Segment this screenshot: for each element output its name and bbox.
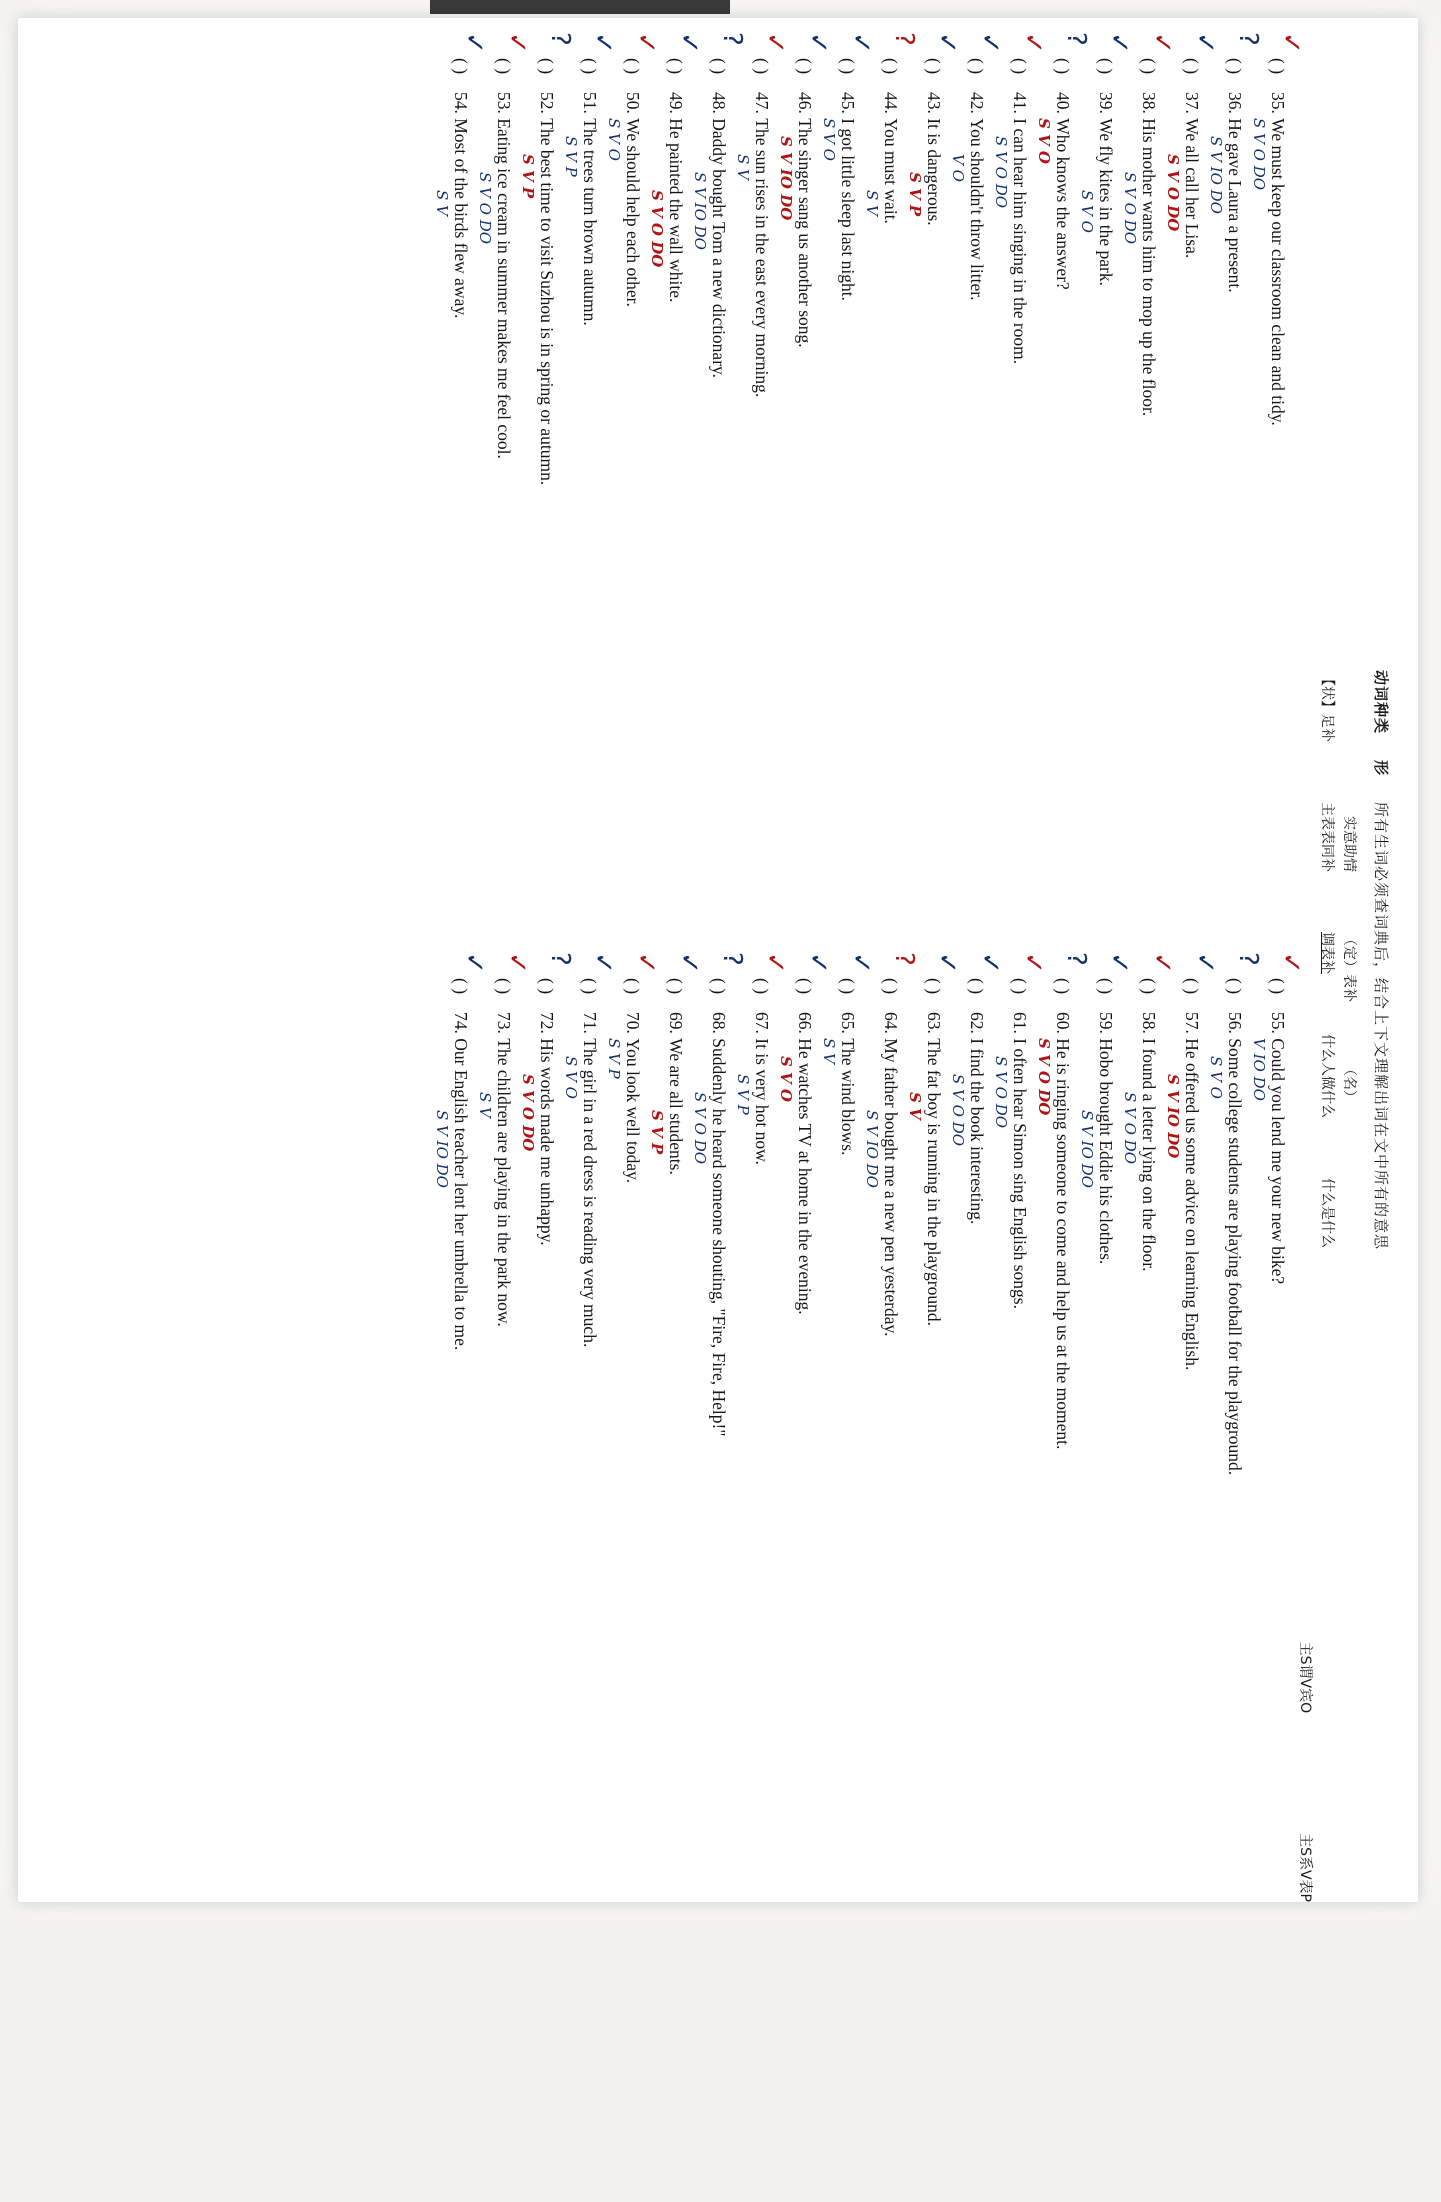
answer-parenthesis: ( ) <box>838 58 858 75</box>
handwritten-structure-label: S V O <box>605 118 623 161</box>
item-number: 65. <box>838 1012 858 1034</box>
item-sentence: You look well today. <box>623 1038 643 1184</box>
handwritten-structure-label: S V O DO <box>1250 118 1268 191</box>
teacher-check-mark: ✓ <box>674 952 704 974</box>
teacher-check-mark: ✓ <box>588 952 618 974</box>
handwritten-structure-label: S V O DO <box>949 1074 967 1147</box>
handwritten-structure-label: S V <box>863 190 881 216</box>
answer-parenthesis: ( ) <box>1139 58 1159 75</box>
answer-parenthesis: ( ) <box>1010 978 1030 995</box>
answer-parenthesis: ( ) <box>881 978 901 995</box>
item-number: 58. <box>1139 1012 1159 1034</box>
item-sentence: I got little sleep last night. <box>838 118 858 302</box>
item-number: 67. <box>752 1012 772 1034</box>
handwritten-structure-label: S V P <box>562 136 580 177</box>
teacher-check-mark: ✓ <box>631 32 661 54</box>
answer-parenthesis: ( ) <box>494 58 514 75</box>
handwritten-structure-label: S V <box>433 190 451 216</box>
teacher-check-mark: ? <box>717 32 747 46</box>
teacher-check-mark: ✓ <box>932 32 962 54</box>
handwritten-structure-label: S V O <box>1078 190 1096 233</box>
item-number: 55. <box>1268 1012 1288 1034</box>
item-number: 44. <box>881 92 901 114</box>
handwritten-structure-label: S V O DO <box>1121 172 1139 245</box>
item-number: 39. <box>1096 92 1116 114</box>
handwritten-structure-label: S V IO DO <box>777 136 795 221</box>
handwritten-structure-label: S V O DO <box>992 1056 1010 1129</box>
item-number: 51. <box>580 92 600 114</box>
exercise-column-left <box>426 32 1306 938</box>
item-number: 64. <box>881 1012 901 1034</box>
handwritten-structure-label: S V P <box>605 1038 623 1079</box>
handwritten-structure-label: S V O DO <box>992 136 1010 209</box>
item-sentence: My father bought me a new pen yesterday. <box>881 1038 901 1337</box>
item-number: 63. <box>924 1012 944 1034</box>
teacher-check-mark: ✓ <box>502 952 532 974</box>
item-number: 53. <box>494 92 514 114</box>
teacher-check-mark: ✓ <box>1104 32 1134 54</box>
item-sentence: The trees turn brown autumn. <box>580 118 600 326</box>
item-sentence: The children are playing in the park now. <box>494 1038 514 1327</box>
item-number: 37. <box>1182 92 1202 114</box>
item-sentence: The wind blows. <box>838 1038 858 1156</box>
item-sentence: We fly kites in the park. <box>1096 118 1116 286</box>
handwritten-structure-label: S V O <box>1035 118 1053 164</box>
item-number: 38. <box>1139 92 1159 114</box>
item-number: 35. <box>1268 92 1288 114</box>
answer-parenthesis: ( ) <box>1182 978 1202 995</box>
teacher-check-mark: ? <box>889 32 919 46</box>
exercise-item <box>985 32 1048 938</box>
answer-parenthesis: ( ) <box>537 58 557 75</box>
item-number: 48. <box>709 92 729 114</box>
item-number: 60. <box>1053 1012 1073 1034</box>
answer-parenthesis: ( ) <box>666 978 686 995</box>
worksheet-header-line-3 <box>1318 18 1338 1902</box>
handwritten-structure-label: S V O DO <box>476 172 494 245</box>
header-term-real-aux: 实意助情 <box>1341 816 1357 872</box>
item-number: 72. <box>537 1012 557 1034</box>
answer-parenthesis: ( ) <box>924 58 944 75</box>
answer-parenthesis: ( ) <box>924 978 944 995</box>
item-sentence: Hobo brought Eddie his clothes. <box>1096 1038 1116 1265</box>
item-number: 54. <box>451 92 471 114</box>
exercise-item <box>598 952 661 1858</box>
teacher-check-mark: ✓ <box>975 32 1005 54</box>
answer-parenthesis: ( ) <box>709 58 729 75</box>
handwritten-structure-label: S V O DO <box>1121 1092 1139 1165</box>
answer-parenthesis: ( ) <box>838 978 858 995</box>
handwritten-structure-label: S V O <box>820 118 838 161</box>
item-sentence: You shouldn't throw litter. <box>967 118 987 301</box>
teacher-check-mark: ✓ <box>1104 952 1134 974</box>
answer-parenthesis: ( ) <box>1053 58 1073 75</box>
item-sentence: I found a letter lying on the floor. <box>1139 1038 1159 1272</box>
handwritten-structure-label: S V <box>906 1092 924 1120</box>
item-number: 42. <box>967 92 987 114</box>
item-sentence: The fat boy is running in the playground. <box>924 1038 944 1326</box>
item-number: 57. <box>1182 1012 1202 1034</box>
item-sentence: Daddy bought Tom a new dictionary. <box>709 118 729 379</box>
handwritten-structure-label: S V IO DO <box>433 1110 451 1188</box>
item-sentence: The sun rises in the east every morning. <box>752 118 772 398</box>
answer-parenthesis: ( ) <box>967 58 987 75</box>
handwritten-structure-label: S V IO DO <box>1078 1110 1096 1188</box>
item-sentence: The best time to visit Suzhou is in spring or autumn. <box>537 118 557 486</box>
teacher-check-mark: ✓ <box>1276 952 1306 974</box>
answer-parenthesis: ( ) <box>709 978 729 995</box>
item-sentence: Eating ice cream in summer makes me feel cool. <box>494 118 514 459</box>
item-number: 74. <box>451 1012 471 1034</box>
answer-parenthesis: ( ) <box>537 978 557 995</box>
exercise-item <box>942 952 1005 1858</box>
item-number: 69. <box>666 1012 686 1034</box>
teacher-check-mark: ? <box>717 952 747 966</box>
header-term-verb-types: 动词种类 <box>1372 669 1390 734</box>
handwritten-structure-label: S V O <box>1207 1056 1225 1099</box>
exercise-item <box>512 952 575 1858</box>
item-number: 66. <box>795 1012 815 1034</box>
answer-parenthesis: ( ) <box>1182 58 1202 75</box>
handwritten-structure-label: S V IO DO <box>1207 136 1225 214</box>
item-number: 61. <box>1010 1012 1030 1034</box>
item-sentence: I find the book interesting. <box>967 1038 987 1225</box>
teacher-check-mark: ✓ <box>932 952 962 974</box>
answer-parenthesis: ( ) <box>1268 58 1288 75</box>
worksheet-header-line-2 <box>1340 18 1360 1902</box>
item-number: 68. <box>709 1012 729 1034</box>
answer-parenthesis: ( ) <box>1096 978 1116 995</box>
exercise-item <box>856 952 919 1858</box>
answer-parenthesis: ( ) <box>666 58 686 75</box>
teacher-check-mark: ✓ <box>459 952 489 974</box>
answer-parenthesis: ( ) <box>1225 58 1245 75</box>
exercise-item <box>512 32 575 938</box>
header-question-what-is-what: 什么是什么 <box>1319 1178 1335 1248</box>
handwritten-structure-label: V O <box>949 154 967 182</box>
teacher-check-mark: ✓ <box>1018 952 1048 974</box>
teacher-check-mark: ✓ <box>846 32 876 54</box>
item-number: 46. <box>795 92 815 114</box>
item-sentence: The girl in a red dress is reading very much. <box>580 1038 600 1348</box>
item-number: 43. <box>924 92 944 114</box>
teacher-check-mark: ✓ <box>1147 32 1177 54</box>
exercise-item <box>770 952 833 1858</box>
item-sentence: You must wait. <box>881 118 901 224</box>
answer-parenthesis: ( ) <box>1268 978 1288 995</box>
teacher-check-mark: ✓ <box>1190 952 1220 974</box>
handwritten-structure-label: S V IO DO <box>863 1110 881 1188</box>
answer-parenthesis: ( ) <box>623 978 643 995</box>
handwritten-structure-label: S V IO DO <box>691 172 709 250</box>
item-number: 59. <box>1096 1012 1116 1034</box>
answer-parenthesis: ( ) <box>580 978 600 995</box>
teacher-check-mark: ? <box>889 952 919 966</box>
item-sentence: We all call her Lisa. <box>1182 118 1202 259</box>
item-sentence: He watches TV at home in the evening. <box>795 1038 815 1315</box>
answer-parenthesis: ( ) <box>451 978 471 995</box>
handwritten-structure-label: V IO DO <box>1250 1038 1268 1101</box>
item-number: 50. <box>623 92 643 114</box>
handwritten-structure-label: S V O DO <box>648 190 666 268</box>
item-number: 41. <box>1010 92 1030 114</box>
item-sentence: His words made me unhappy. <box>537 1038 557 1246</box>
handwritten-structure-label: S V IO DO <box>1164 1074 1182 1159</box>
answer-parenthesis: ( ) <box>451 58 471 75</box>
handwritten-structure-label: S V O DO <box>1164 154 1182 232</box>
item-number: 62. <box>967 1012 987 1034</box>
exercise-item <box>1114 32 1177 938</box>
header-term-predicative: 调表补 <box>1319 932 1335 974</box>
answer-parenthesis: ( ) <box>752 58 772 75</box>
handwritten-structure-label: S V <box>734 154 752 180</box>
exercise-item <box>426 952 489 1858</box>
header-term-noun: （名） <box>1341 1062 1357 1104</box>
teacher-check-mark: ✓ <box>1276 32 1306 54</box>
item-sentence: Suddenly he heard someone shouting, "Fire, Fire, Help!" <box>709 1038 729 1437</box>
item-number: 36. <box>1225 92 1245 114</box>
teacher-check-mark: ? <box>1233 952 1263 966</box>
teacher-check-mark: ? <box>1061 32 1091 46</box>
item-sentence: He painted the wall white. <box>666 118 686 303</box>
exercise-item <box>813 32 876 938</box>
answer-parenthesis: ( ) <box>795 58 815 75</box>
header-term-shape: 形 <box>1372 759 1390 776</box>
item-sentence: We are all students. <box>666 1038 686 1175</box>
answer-parenthesis: ( ) <box>881 58 901 75</box>
worksheet-rotated-content <box>18 18 1418 1902</box>
handwritten-structure-label: S V P <box>519 154 537 199</box>
teacher-check-mark: ✓ <box>760 32 790 54</box>
teacher-check-mark: ✓ <box>1018 32 1048 54</box>
teacher-check-mark: ✓ <box>803 32 833 54</box>
teacher-check-mark: ? <box>545 952 575 966</box>
handwritten-structure-label: S V O DO <box>519 1074 537 1152</box>
teacher-check-mark: ✓ <box>975 952 1005 974</box>
teacher-check-mark: ✓ <box>588 32 618 54</box>
exercise-item <box>684 32 747 938</box>
teacher-check-mark: ✓ <box>631 952 661 974</box>
exercise-item <box>985 952 1048 1858</box>
header-pattern-svp: 主S系V表P <box>1297 1833 1313 1902</box>
item-number: 47. <box>752 92 772 114</box>
item-number: 45. <box>838 92 858 114</box>
header-instruction: 所有生词必须查词典后，结合上下文理解出词在文中所有的意思 <box>1372 802 1390 1251</box>
item-sentence: I often hear Simon sing English songs. <box>1010 1038 1030 1309</box>
header-question-who-does-what: 什么人做什么 <box>1319 1034 1335 1118</box>
answer-parenthesis: ( ) <box>1139 978 1159 995</box>
teacher-check-mark: ✓ <box>459 32 489 54</box>
answer-parenthesis: ( ) <box>1225 978 1245 995</box>
teacher-check-mark: ✓ <box>760 952 790 974</box>
item-sentence: We should help each other. <box>623 118 643 307</box>
item-number: 49. <box>666 92 686 114</box>
exercise-item <box>1243 32 1306 938</box>
handwritten-structure-label: S V P <box>734 1074 752 1115</box>
answer-parenthesis: ( ) <box>494 978 514 995</box>
item-number: 40. <box>1053 92 1073 114</box>
answer-parenthesis: ( ) <box>1096 58 1116 75</box>
teacher-check-mark: ✓ <box>674 32 704 54</box>
item-sentence: We must keep our classroom clean and tidy. <box>1268 118 1288 426</box>
item-sentence: Could you lend me your new bike? <box>1268 1038 1288 1285</box>
teacher-check-mark: ✓ <box>803 952 833 974</box>
handwritten-structure-label: S V O DO <box>1035 1038 1053 1116</box>
item-number: 56. <box>1225 1012 1245 1034</box>
item-sentence: It is dangerous. <box>924 118 944 226</box>
answer-parenthesis: ( ) <box>623 58 643 75</box>
teacher-check-mark: ✓ <box>502 32 532 54</box>
item-sentence: Who knows the answer? <box>1053 118 1073 290</box>
worksheet-header-line-1 <box>1371 18 1392 1902</box>
worksheet-header-line-4 <box>1296 18 1316 2202</box>
item-sentence: He gave Laura a present. <box>1225 118 1245 293</box>
worksheet-page <box>18 18 1418 1902</box>
item-sentence: Some college students are playing football for the playground. <box>1225 1038 1245 1476</box>
item-sentence: He offered us some advice on learning English. <box>1182 1038 1202 1371</box>
teacher-check-mark: ? <box>545 32 575 46</box>
item-number: 70. <box>623 1012 643 1034</box>
teacher-check-mark: ? <box>1061 952 1091 966</box>
handwritten-structure-label: S V O DO <box>691 1092 709 1165</box>
header-term-subject-complement: 主表表同补 <box>1319 802 1335 872</box>
answer-parenthesis: ( ) <box>580 58 600 75</box>
header-pattern-svo: 主S谓V宾O <box>1297 1641 1313 1714</box>
handwritten-structure-label: S V O <box>562 1056 580 1099</box>
item-sentence: He is ringing someone to come and help us at the moment. <box>1053 1038 1073 1450</box>
item-sentence: Our English teacher lent her umbrella to me. <box>451 1038 471 1351</box>
answer-parenthesis: ( ) <box>752 978 772 995</box>
handwritten-structure-label: S V <box>820 1038 838 1064</box>
teacher-check-mark: ✓ <box>1147 952 1177 974</box>
answer-parenthesis: ( ) <box>967 978 987 995</box>
handwritten-structure-label: S V O <box>777 1056 795 1102</box>
item-sentence: It is very hot now. <box>752 1038 772 1165</box>
teacher-check-mark: ? <box>1233 32 1263 46</box>
teacher-check-mark: ✓ <box>846 952 876 974</box>
handwritten-structure-label: S V P <box>906 172 924 217</box>
item-sentence: I can hear him singing in the room. <box>1010 118 1030 365</box>
handwritten-structure-label: S V <box>476 1092 494 1118</box>
photo-top-strip <box>430 0 730 14</box>
teacher-check-mark: ✓ <box>1190 32 1220 54</box>
item-number: 71. <box>580 1012 600 1034</box>
item-number: 52. <box>537 92 557 114</box>
header-term-adverbial: 【状】足补 <box>1319 672 1335 742</box>
answer-parenthesis: ( ) <box>795 978 815 995</box>
item-number: 73. <box>494 1012 514 1034</box>
header-term-attributive: （定）表补 <box>1341 932 1357 1002</box>
answer-parenthesis: ( ) <box>1053 978 1073 995</box>
exercise-item <box>1028 32 1091 938</box>
handwritten-structure-label: S V P <box>648 1110 666 1155</box>
item-sentence: Most of the birds flew away. <box>451 118 471 319</box>
item-sentence: The singer sang us another song. <box>795 118 815 348</box>
item-sentence: His mother wants him to mop up the floor. <box>1139 118 1159 417</box>
answer-parenthesis: ( ) <box>1010 58 1030 75</box>
